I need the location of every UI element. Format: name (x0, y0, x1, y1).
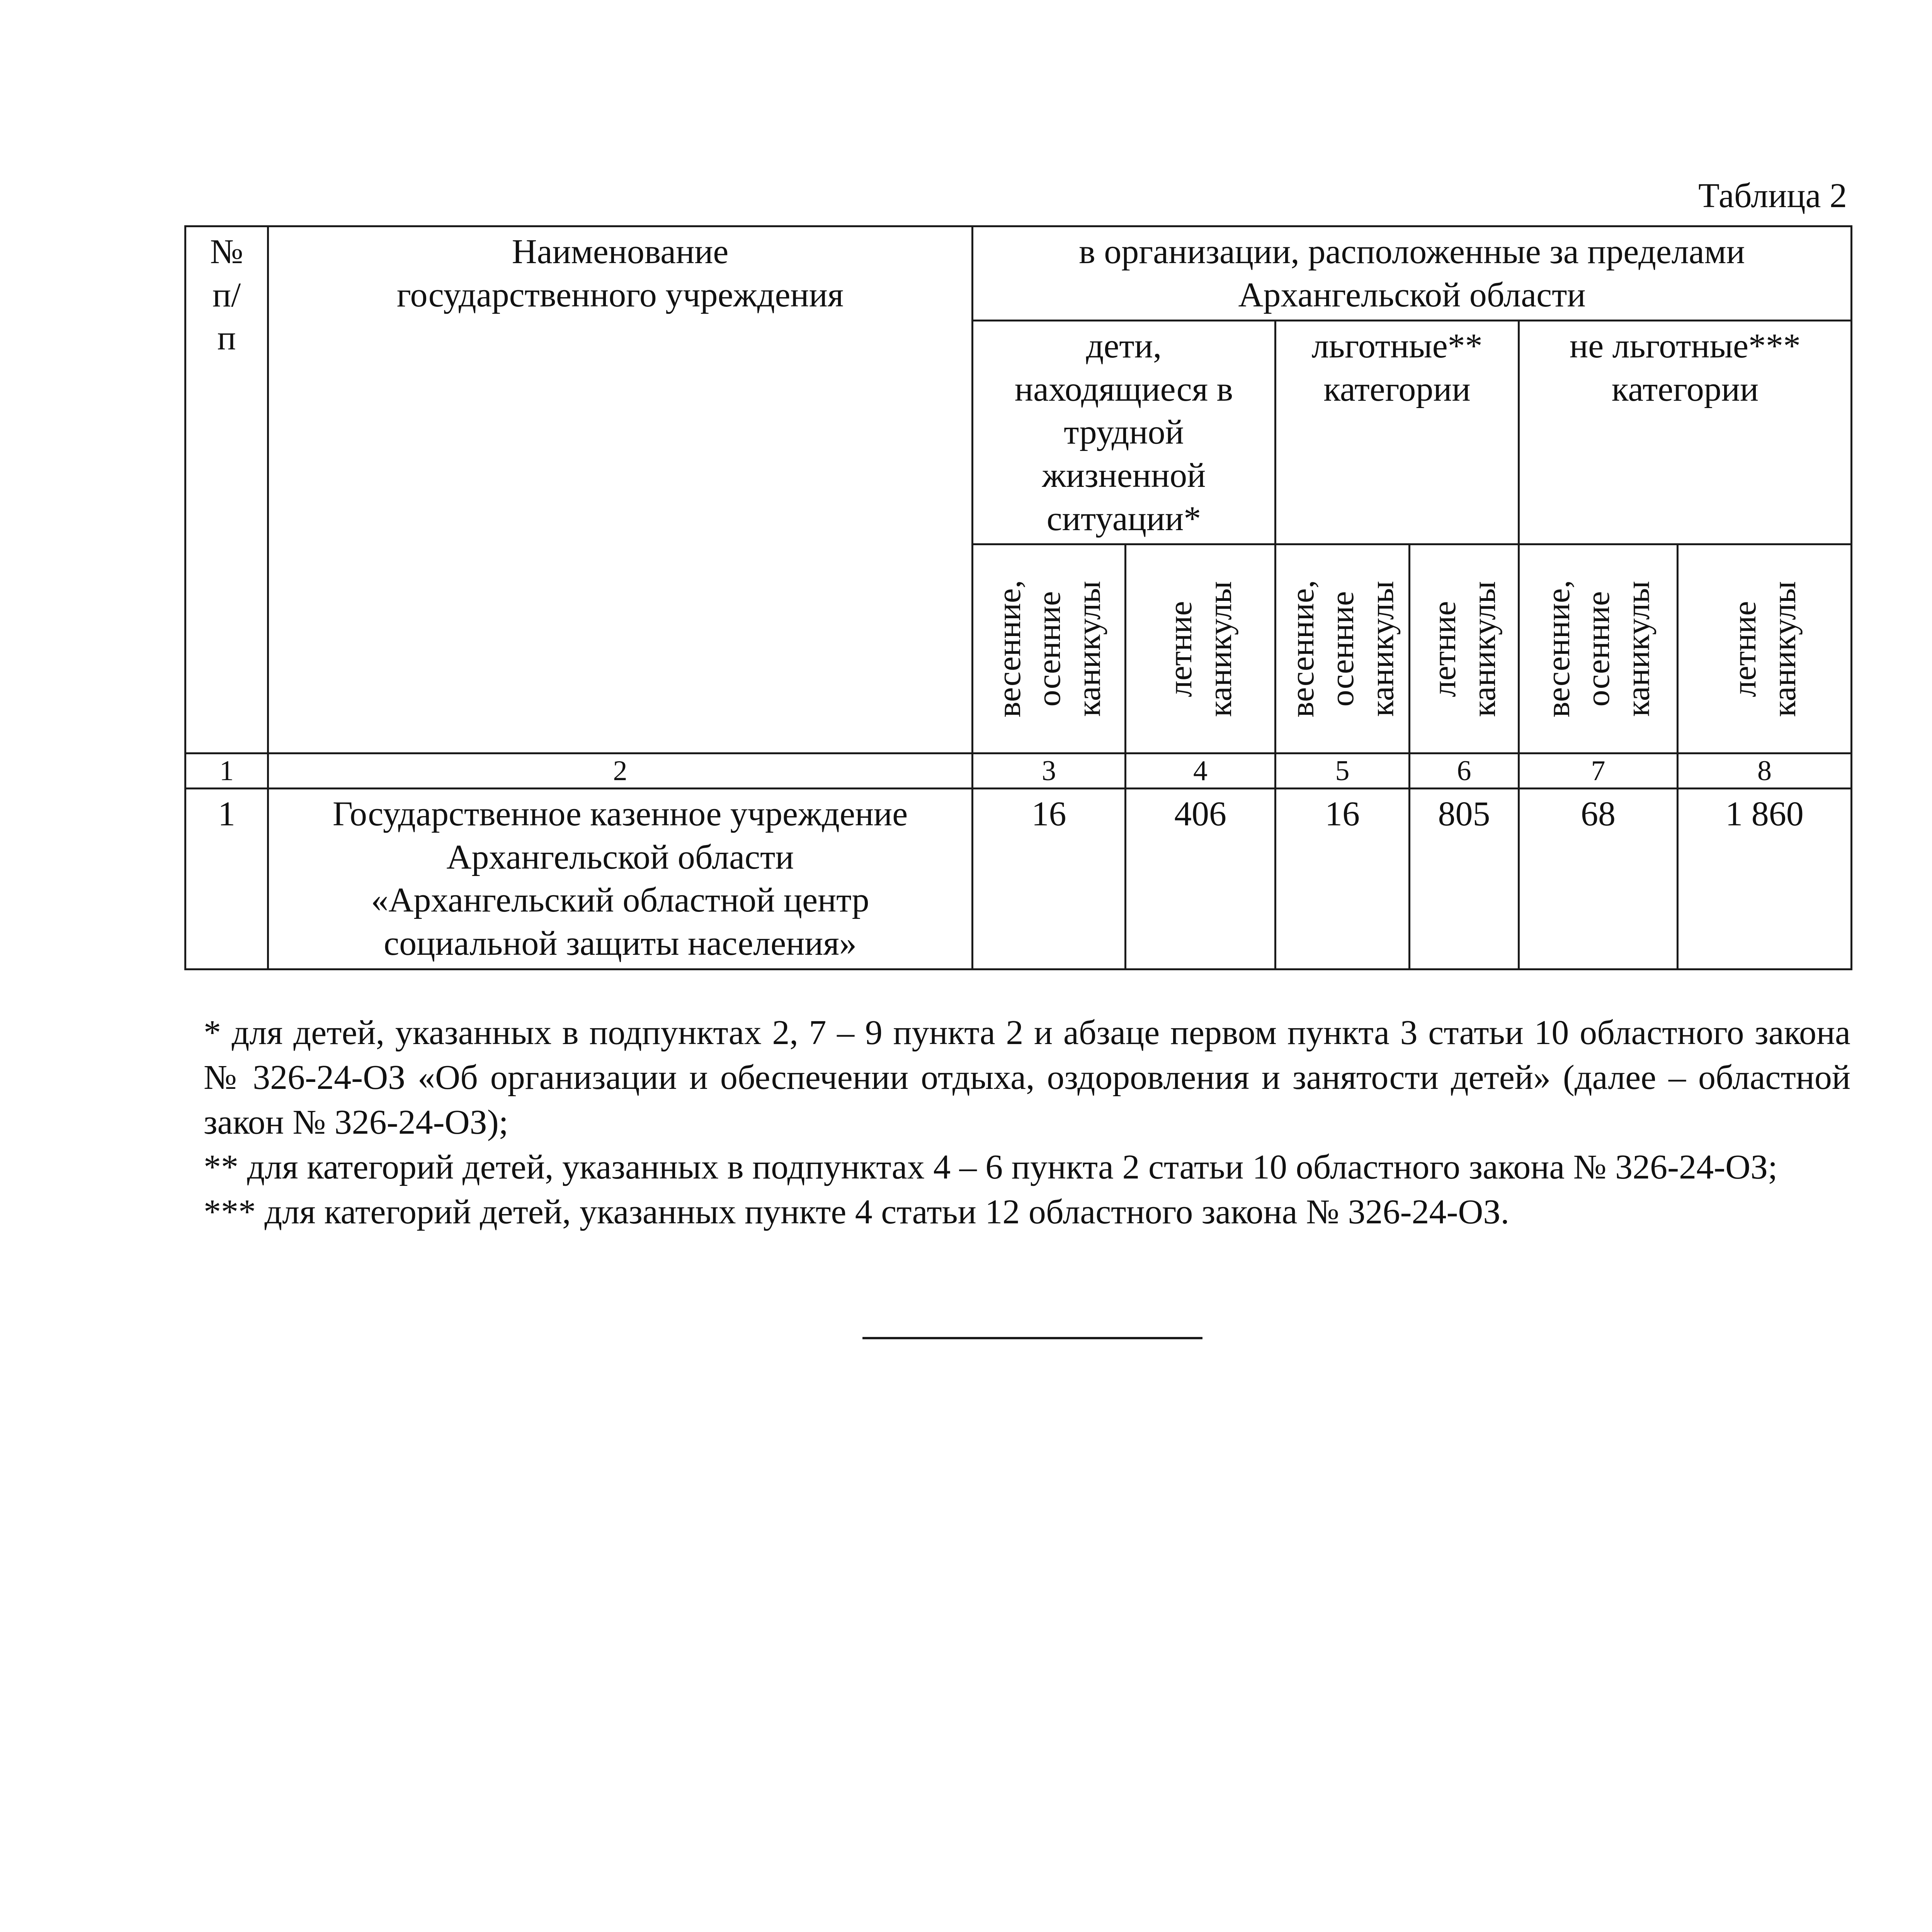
row-num: 1 (185, 789, 268, 969)
header-spring-autumn-label: весенние, осенние каникулы (990, 580, 1107, 718)
row-value: 805 (1410, 789, 1519, 969)
footnote-3: *** для категорий детей, указанных пункте 4 статьи 12 областного закона № 326-24-ОЗ. (204, 1193, 1509, 1231)
header-spring-autumn-1 (973, 544, 1126, 753)
column-number: 8 (1678, 753, 1852, 789)
row-value: 1 860 (1678, 789, 1852, 969)
column-number: 4 (1126, 753, 1276, 789)
allocation-table (184, 225, 1852, 970)
header-name: Наименование государственного учреждения (268, 226, 973, 753)
header-num: № п/ п (185, 226, 268, 753)
row-value: 16 (973, 789, 1126, 969)
footnotes (204, 1010, 1850, 1235)
header-spring-autumn-2 (1276, 544, 1410, 753)
row-value: 16 (1276, 789, 1410, 969)
header-summer-1 (1126, 544, 1276, 753)
row-institution-name: Государственное казенное учреждение Архангельской области «Архангельский областной центр социальной защиты населения» (268, 789, 973, 969)
header-summer-label: летние каникулы (1162, 581, 1239, 717)
row-value: 406 (1126, 789, 1276, 969)
column-number: 1 (185, 753, 268, 789)
footnote-2: ** для категорий детей, указанных в подпунктах 4 – 6 пункта 2 статьи 10 областного закона № 326-24-ОЗ; (204, 1148, 1778, 1187)
table-caption: Таблица 2 (1698, 177, 1847, 215)
header-non-privileged: не льготные*** категории (1519, 321, 1852, 544)
table-row (185, 789, 1852, 969)
header-spring-autumn-3 (1519, 544, 1678, 753)
header-summer-3 (1678, 544, 1852, 753)
end-divider (862, 1337, 1202, 1339)
header-difficult-situation: дети, находящиеся в трудной жизненной ситуации* (973, 321, 1276, 544)
header-summer-label: летние каникулы (1425, 581, 1502, 717)
header-spring-autumn-label: весенние, осенние каникулы (1284, 580, 1401, 718)
header-privileged: льготные** категории (1276, 321, 1519, 544)
column-number: 6 (1410, 753, 1519, 789)
row-value: 68 (1519, 789, 1678, 969)
column-number: 3 (973, 753, 1126, 789)
header-summer-label: летние каникулы (1726, 581, 1803, 717)
footnote-1: * для детей, указанных в подпунктах 2, 7 – 9 пункта 2 и абзаце первом пункта 3 статьи 10 областного закона № 326-24-ОЗ «Об организации и обеспечении отдыха, оздоровления и занятости детей» (далее – областной закон № 326-24-ОЗ); (204, 1014, 1850, 1142)
column-number: 2 (268, 753, 973, 789)
column-number: 7 (1519, 753, 1678, 789)
column-number-row (185, 753, 1852, 789)
header-spring-autumn-label: весенние, осенние каникулы (1539, 580, 1656, 718)
header-summer-2 (1410, 544, 1519, 753)
column-number: 5 (1276, 753, 1410, 789)
header-row-1 (185, 226, 1852, 321)
header-group: в организации, расположенные за пределами Архангельской области (973, 226, 1852, 321)
